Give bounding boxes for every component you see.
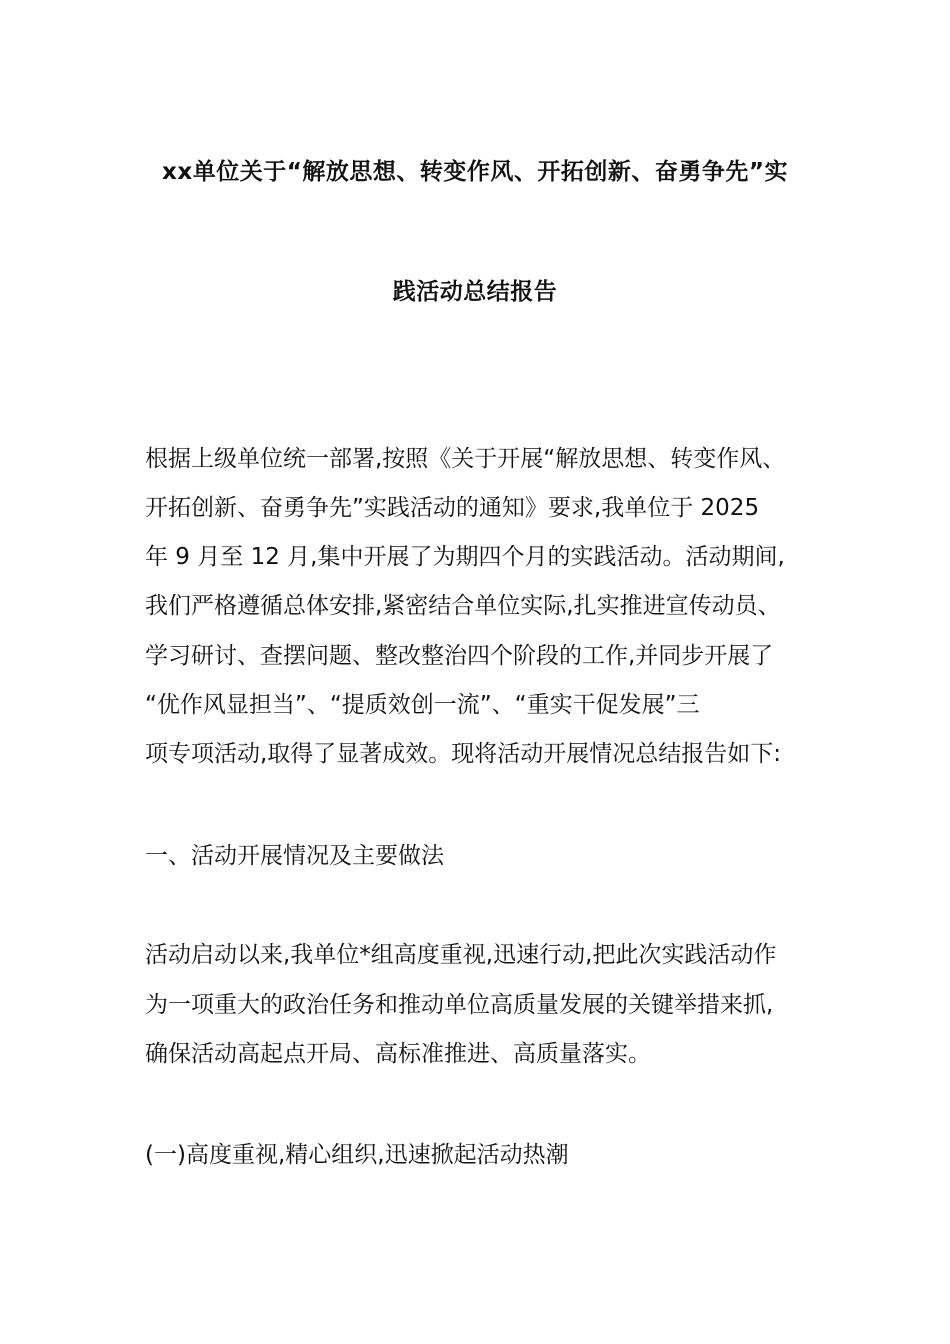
subsection-heading: (一)高度重视,精心组织,迅速掀起活动热潮 bbox=[145, 1142, 569, 1168]
section-heading: 一、活动开展情况及主要做法 bbox=[145, 843, 444, 869]
paragraph-line: 活动启动以来,我单位*组高度重视,迅速行动,把此次实践活动作 bbox=[145, 942, 777, 968]
document-title-line-2: 践活动总结报告 bbox=[392, 279, 558, 305]
paragraph-line: 为一项重大的政治任务和推动单位高质量发展的关键举措来抓, bbox=[145, 992, 774, 1018]
paragraph-line: 根据上级单位统一部署,按照《关于开展“解放思想、转变作风、 bbox=[145, 446, 786, 472]
paragraph-line: 我们严格遵循总体安排,紧密结合单位实际,扎实推进宣传动员、 bbox=[145, 593, 781, 619]
document-title-line-1: xx单位关于“解放思想、转变作风、开拓创新、奋勇争先”实 bbox=[162, 159, 788, 185]
paragraph-line: 开拓创新、奋勇争先”实践活动的通知》要求,我单位于 2025 bbox=[145, 495, 760, 521]
paragraph-line: 项专项活动,取得了显著成效。现将活动开展情况总结报告如下: bbox=[145, 741, 782, 767]
paragraph-line: 确保活动高起点开局、高标准推进、高质量落实。 bbox=[145, 1041, 651, 1067]
paragraph-line: “优作风显担当”、“提质效创一流”、“重实干促发展”三 bbox=[145, 692, 700, 718]
paragraph-line: 年 9 月至 12 月,集中开展了为期四个月的实践活动。活动期间, bbox=[145, 544, 785, 570]
paragraph-line: 学习研讨、查摆问题、整改整治四个阶段的工作,并同步开展了 bbox=[145, 643, 774, 669]
